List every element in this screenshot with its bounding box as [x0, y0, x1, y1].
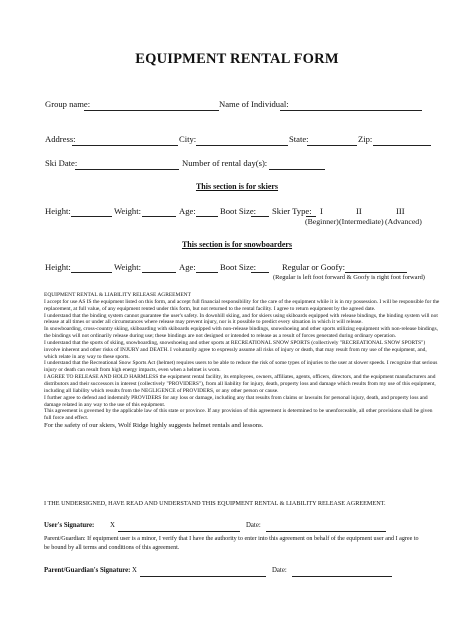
snowboarders-section-heading: This section is for snowboarders: [181, 240, 293, 249]
agreement-paragraph: I accept for use AS IS the equipment listed on this form, and accept full financial responsibility for the care of the equipment while it is in my possession. I will be responsible for the replacement, at full value, of any equipment rented under this form, but not returned to the rental facility. I agree to return equipment by the agreed date.: [44, 298, 440, 312]
skier-type-3[interactable]: III: [396, 206, 405, 216]
parent-date-label: Date:: [272, 567, 287, 574]
skier-weight-label: Weight:: [114, 206, 141, 216]
parent-guardian-note-cont: be bound by all terms and conditions of this agreement.: [44, 545, 180, 551]
agreement-paragraph: In snowboarding, cross-country skiing, skiboarding with skiboards equipped with non-release bindings, snowshoeing and other sports utilizing equipment with non-release bindings, the bindings will not ordinarily release during use; these bindings are not designed or intended to release as a result of forces generated during ordinary operation.: [44, 326, 439, 340]
skier-type-label: Skier Type:: [272, 206, 312, 216]
board-height-field[interactable]: [71, 272, 112, 273]
city-label: City:: [179, 134, 197, 144]
skier-type-intermediate: (Intermediate): [339, 217, 384, 226]
zip-label: Zip:: [358, 134, 373, 144]
agreement-paragraph: This agreement is governed by the applicable law of this state or province. If any provision of this agreement is determined to be unenforceable, all other provisions shall be given full force and effect.: [44, 408, 433, 422]
rental-days-label: Number of rental day(s):: [182, 158, 268, 168]
undersigned-statement: I THE UNDERSIGNED, HAVE READ AND UNDERSTAND THIS EQUIPMENT RENTAL & LIABILITY RELEASE AGREEMENT.: [44, 500, 386, 507]
individual-name-label: Name of Individual:: [219, 99, 289, 109]
group-name-field[interactable]: [84, 110, 219, 111]
skier-type-1[interactable]: I: [320, 206, 323, 216]
agreement-paragraph: I AGREE TO RELEASE AND HOLD HARMLESS the equipment rental facility, its employees, owners, affiliates, agents, officers, directors, and the equipment manufacturers and distributors and their successors in interest (collectively "PROVIDERS"), from all liability for injury, death, property loss and damage which results from my use of this equipment, including all liability which results from the NEGLIGENCE of PROVIDERS, or any other person or cause.: [44, 374, 436, 394]
ski-date-label: Ski Date:: [45, 158, 78, 168]
skier-type-beginner: (Beginner): [305, 217, 339, 226]
parent-signature-x: X: [132, 567, 137, 574]
board-age-field[interactable]: [196, 272, 218, 273]
stance-note: (Regular is left foot forward & Goofy is right foot forward): [273, 274, 425, 281]
regular-goofy-label: Regular or Goofy:: [282, 262, 346, 272]
skier-type-advanced: (Advanced): [385, 217, 422, 226]
skier-type-2[interactable]: II: [356, 206, 362, 216]
agreement-paragraph: I understand that the Recreational Snow Sports Act (helmet) requires users to be able to reduce the risk of some types of injuries to the user at slower speeds. I recognize that serious injury or death can result from high energy impacts, even when a helmet is worn.: [44, 360, 438, 374]
skier-height-field[interactable]: [71, 216, 112, 217]
board-age-label: Age:: [179, 262, 196, 272]
parent-guardian-note: Parent/Guardian: If equipment user is a minor, I verify that I have the authority to enter into this agreement on behalf of the equipment user and I agree to: [44, 536, 419, 542]
state-label: State:: [289, 134, 309, 144]
user-date-field[interactable]: [266, 531, 386, 532]
skier-boot-size-label: Boot Size:: [220, 206, 257, 216]
skier-age-field[interactable]: [196, 216, 218, 217]
form-title: EQUIPMENT RENTAL FORM: [135, 51, 339, 67]
agreement-paragraph: I understand that the sports of skiing, snowboarding, snowshoeing and other sports at RECREATIONAL SNOW SPORTS (collectively "RECREATIONAL SNOW SPORTS") involve inherent and other risks of INJURY and DEATH. I voluntarily agree to expressly assume all risks of injury or death, that may result from my use of the equipment, and, which relate in any way to these sports.: [44, 339, 427, 360]
parent-signature-label: Parent/Guardian's Signature:: [44, 567, 131, 574]
user-signature-x: X: [110, 522, 115, 529]
skiers-section-heading: This section is for skiers: [195, 182, 279, 191]
user-signature-field[interactable]: [118, 531, 240, 532]
skier-height-label: Height:: [45, 206, 71, 216]
board-boot-size-label: Boot Size:: [220, 262, 257, 272]
skier-age-label: Age:: [179, 206, 196, 216]
address-field[interactable]: [72, 145, 178, 146]
skier-weight-field[interactable]: [142, 216, 176, 217]
group-name-label: Group name:: [45, 99, 91, 109]
zip-field[interactable]: [373, 145, 431, 146]
individual-name-field[interactable]: [280, 110, 422, 111]
agreement-paragraph: I further agree to defend and indemnify PROVIDERS for any loss or damage, including any that results from claims or lawsuits for personal injury, death, and property loss and damage related in any way to the use of this equipment.: [44, 394, 428, 408]
parent-date-field[interactable]: [292, 576, 392, 577]
regular-goofy-field[interactable]: [345, 272, 407, 273]
board-boot-size-field[interactable]: [251, 272, 269, 273]
rental-days-field[interactable]: [269, 169, 325, 170]
city-field[interactable]: [196, 145, 288, 146]
state-field[interactable]: [307, 145, 357, 146]
board-weight-label: Weight:: [114, 262, 141, 272]
agreement-block: [44, 292, 440, 430]
agreement-paragraph: For the safety of our skiers, Wolf Ridge highly suggests helmet rentals and lessons.: [44, 422, 264, 430]
skier-boot-size-field[interactable]: [251, 216, 269, 217]
agreement-paragraph: I understand that the binding system cannot guarantee the user's safety. In downhill skiing, and for skiers using skiboards equipped with release bindings, the binding system will not release at all times or under all circumstances where release may prevent injury, nor is it possible to predict every situation in which it will release.: [44, 312, 438, 326]
board-height-label: Height:: [45, 262, 71, 272]
parent-signature-field[interactable]: [140, 576, 266, 577]
user-signature-label: User's Signature:: [44, 522, 95, 529]
ski-date-field[interactable]: [75, 169, 179, 170]
board-weight-field[interactable]: [142, 272, 176, 273]
user-date-label: Date:: [246, 522, 261, 529]
agreement-heading: EQUIPMENT RENTAL & LIABILITY RELEASE AGREEMENT: [44, 292, 191, 298]
address-label: Address:: [45, 134, 76, 144]
